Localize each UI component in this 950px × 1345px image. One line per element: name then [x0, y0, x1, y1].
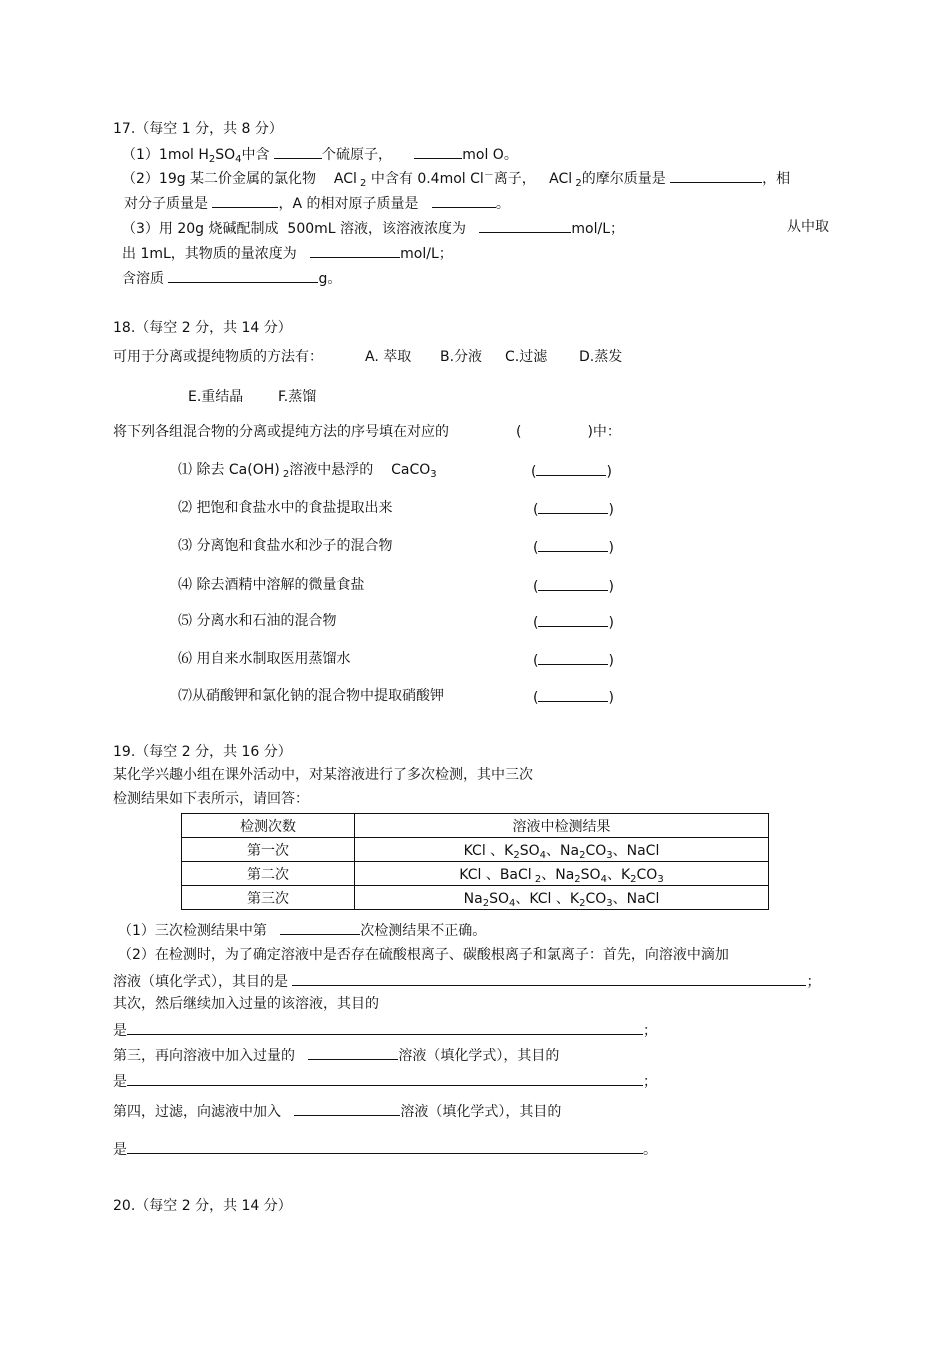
answer-blank[interactable]	[127, 1020, 643, 1035]
text: ACl	[333, 171, 357, 187]
q18-option-d: D.蒸发	[579, 349, 623, 365]
table-cell: 第三次	[182, 886, 355, 910]
answer-blank[interactable]	[432, 193, 496, 208]
text: ⑴ 除去 Ca(OH)	[178, 462, 280, 478]
table-row	[182, 886, 769, 910]
results-table	[181, 813, 769, 910]
q20-title: 20.（每空 2 分，共 14 分）	[113, 1198, 292, 1214]
text: )中：	[587, 424, 621, 440]
q18-answer-7[interactable]: ( )	[533, 687, 614, 707]
text: 中含	[241, 147, 270, 163]
answer-blank[interactable]	[292, 971, 806, 986]
answer-blank[interactable]	[308, 1045, 398, 1060]
q19-line-6	[113, 1045, 559, 1065]
q19-intro-2: 检测结果如下表所示，请回答：	[113, 791, 309, 807]
text: 含溶质	[122, 271, 164, 287]
q19-line-4: 其次，然后继续加入过量的该溶液，其目的	[113, 996, 379, 1012]
answer-blank[interactable]	[310, 243, 400, 258]
text: 离子，	[493, 171, 536, 187]
table-row	[182, 862, 769, 886]
text: （2）19g 某二价金属的氯化物	[122, 171, 317, 187]
q19-intro-1: 某化学兴趣小组在课外活动中，对某溶液进行了多次检测，其中三次	[113, 767, 533, 783]
text: 次检测结果不正确。	[360, 923, 487, 939]
q18-answer-5[interactable]: ( )	[533, 612, 614, 632]
q17-line-4-end: 从中取	[787, 219, 829, 235]
text: mol O。	[462, 147, 518, 163]
text: ，相	[762, 171, 791, 187]
q19-line-9	[113, 1139, 657, 1159]
q18-intro: 可用于分离或提纯物质的方法有：	[113, 349, 323, 365]
text: 中含有 0.4mol Cl	[370, 171, 484, 187]
q18-instruction-paren: ( )中：	[516, 424, 621, 440]
q18-title: 18.（每空 2 分，共 14 分）	[113, 320, 292, 336]
answer-blank[interactable]	[127, 1139, 643, 1154]
text: （1）1mol H	[122, 147, 209, 163]
text: （1）三次检测结果中第	[118, 923, 267, 939]
table-cell-formula: KCl 、$K_2SO_4$、$Na_2CO_3$、NaCl	[355, 838, 769, 862]
text: 。	[495, 196, 510, 212]
table-cell-formula: $Na_2SO_4$、KCl 、$K_2CO_3$、NaCl	[355, 886, 769, 910]
q18-item-3: ⑶ 分离饱和食盐水和沙子的混合物	[178, 538, 393, 554]
q19-line-5	[113, 1020, 657, 1040]
table-header-row	[182, 814, 769, 838]
text: 500mL 溶液，该溶液浓度为	[287, 221, 467, 237]
q18-item-7: ⑺从硝酸钾和氯化钠的混合物中提取硝酸钾	[178, 688, 444, 704]
answer-blank[interactable]	[280, 920, 360, 935]
q18-answer-4[interactable]: ( )	[533, 576, 614, 596]
q18-option-b: B.分液	[440, 349, 483, 365]
text: 溶液中悬浮的	[289, 462, 374, 478]
q19-line-8	[113, 1101, 561, 1121]
q17-line-4	[122, 218, 624, 238]
answer-blank[interactable]	[414, 144, 462, 159]
q18-item-5: ⑸ 分离水和石油的混合物	[178, 613, 337, 629]
text: 个硫原子，	[322, 147, 392, 163]
text: ；	[643, 1023, 657, 1039]
q18-item-4: ⑷ 除去酒精中溶解的微量食盐	[178, 577, 365, 593]
q17-title: 17.（每空 1 分，共 8 分）	[113, 121, 283, 137]
q19-part-1	[118, 920, 486, 940]
text: ；	[806, 974, 821, 990]
q18-answer-2[interactable]: ( )	[533, 499, 614, 519]
text: 溶液（填化学式），其目的	[400, 1104, 562, 1120]
answer-blank[interactable]	[212, 193, 278, 208]
text: 出 1mL，其物质的量浓度为	[122, 246, 297, 262]
text: （3）用 20g 烧碱配制成	[122, 221, 279, 237]
q18-answer-6[interactable]: ( )	[533, 650, 614, 670]
q18-answer-1[interactable]: ( )	[531, 461, 612, 481]
q18-option-e: E.重结晶	[188, 389, 244, 405]
text: ；	[643, 1074, 657, 1090]
answer-blank[interactable]	[479, 218, 571, 233]
q19-part-2: （2）在检测时，为了确定溶液中是否存在硫酸根离子、碳酸根离子和氯离子：首先，向溶液中滴加	[118, 947, 729, 963]
text: mol/L；	[400, 246, 453, 262]
text: 。	[643, 1142, 657, 1158]
q18-item-1: ⑴ 除去 Ca(OH) $_2$溶液中悬浮的 CaCO$_3$	[178, 462, 437, 480]
q17-line-3	[124, 193, 510, 213]
q18-instruction: 将下列各组混合物的分离或提纯方法的序号填在对应的	[113, 424, 449, 440]
text: mol/L；	[571, 221, 624, 237]
table-cell-formula: KCl 、BaCl $_2$、$Na_2SO_4$、$K_2CO_3$	[355, 862, 769, 886]
text: CaCO	[391, 462, 431, 478]
q17-line-5	[122, 243, 453, 263]
text: 溶液（填化学式），其目的	[398, 1048, 560, 1064]
text: ACl	[549, 171, 573, 187]
text: 第三，再向溶液中加入过量的	[113, 1048, 295, 1064]
text: 是	[113, 1142, 127, 1158]
q19-line-3	[113, 971, 820, 991]
text: 是	[113, 1074, 127, 1090]
q18-answer-3[interactable]: ( )	[533, 537, 614, 557]
text: 的摩尔质量是	[581, 171, 666, 187]
answer-blank[interactable]	[274, 144, 322, 159]
q18-item-6: ⑹ 用自来水制取医用蒸馏水	[178, 651, 351, 667]
q17-line-6	[122, 268, 341, 288]
q19-line-7	[113, 1071, 657, 1091]
table-cell: 第一次	[182, 838, 355, 862]
text: ，A 的相对原子质量是	[278, 196, 419, 212]
text: g。	[318, 271, 342, 287]
text: 是	[113, 1023, 127, 1039]
table-row	[182, 838, 769, 862]
answer-blank[interactable]	[127, 1071, 643, 1086]
text: 第四，过滤，向滤液中加入	[113, 1104, 281, 1120]
table-header-cell: 检测次数	[182, 814, 355, 838]
q18-item-2: ⑵ 把饱和食盐水中的食盐提取出来	[178, 500, 393, 516]
table-header-cell: 溶液中检测结果	[355, 814, 769, 838]
q18-option-a: A. 萃取	[365, 349, 412, 365]
answer-blank[interactable]	[670, 168, 762, 183]
text: 溶液（填化学式），其目的是	[113, 974, 288, 990]
q18-option-c: C.过滤	[505, 349, 548, 365]
answer-blank[interactable]	[168, 268, 318, 283]
table-cell: 第二次	[182, 862, 355, 886]
answer-blank[interactable]	[294, 1101, 400, 1116]
q17-line-2: （2）19g 某二价金属的氯化物 ACl $_2$ 中含有 0.4mol Cl－离子， ACl $_2$的摩尔质量是 ，相	[122, 170, 791, 189]
q17-line-1: （1）1mol $H_2SO_4$中含 个硫原子， mol O。	[122, 144, 518, 164]
q19-title: 19.（每空 2 分，共 16 分）	[113, 744, 292, 760]
q18-option-f: F.蒸馏	[278, 389, 317, 405]
text: 对分子质量是	[124, 196, 208, 212]
